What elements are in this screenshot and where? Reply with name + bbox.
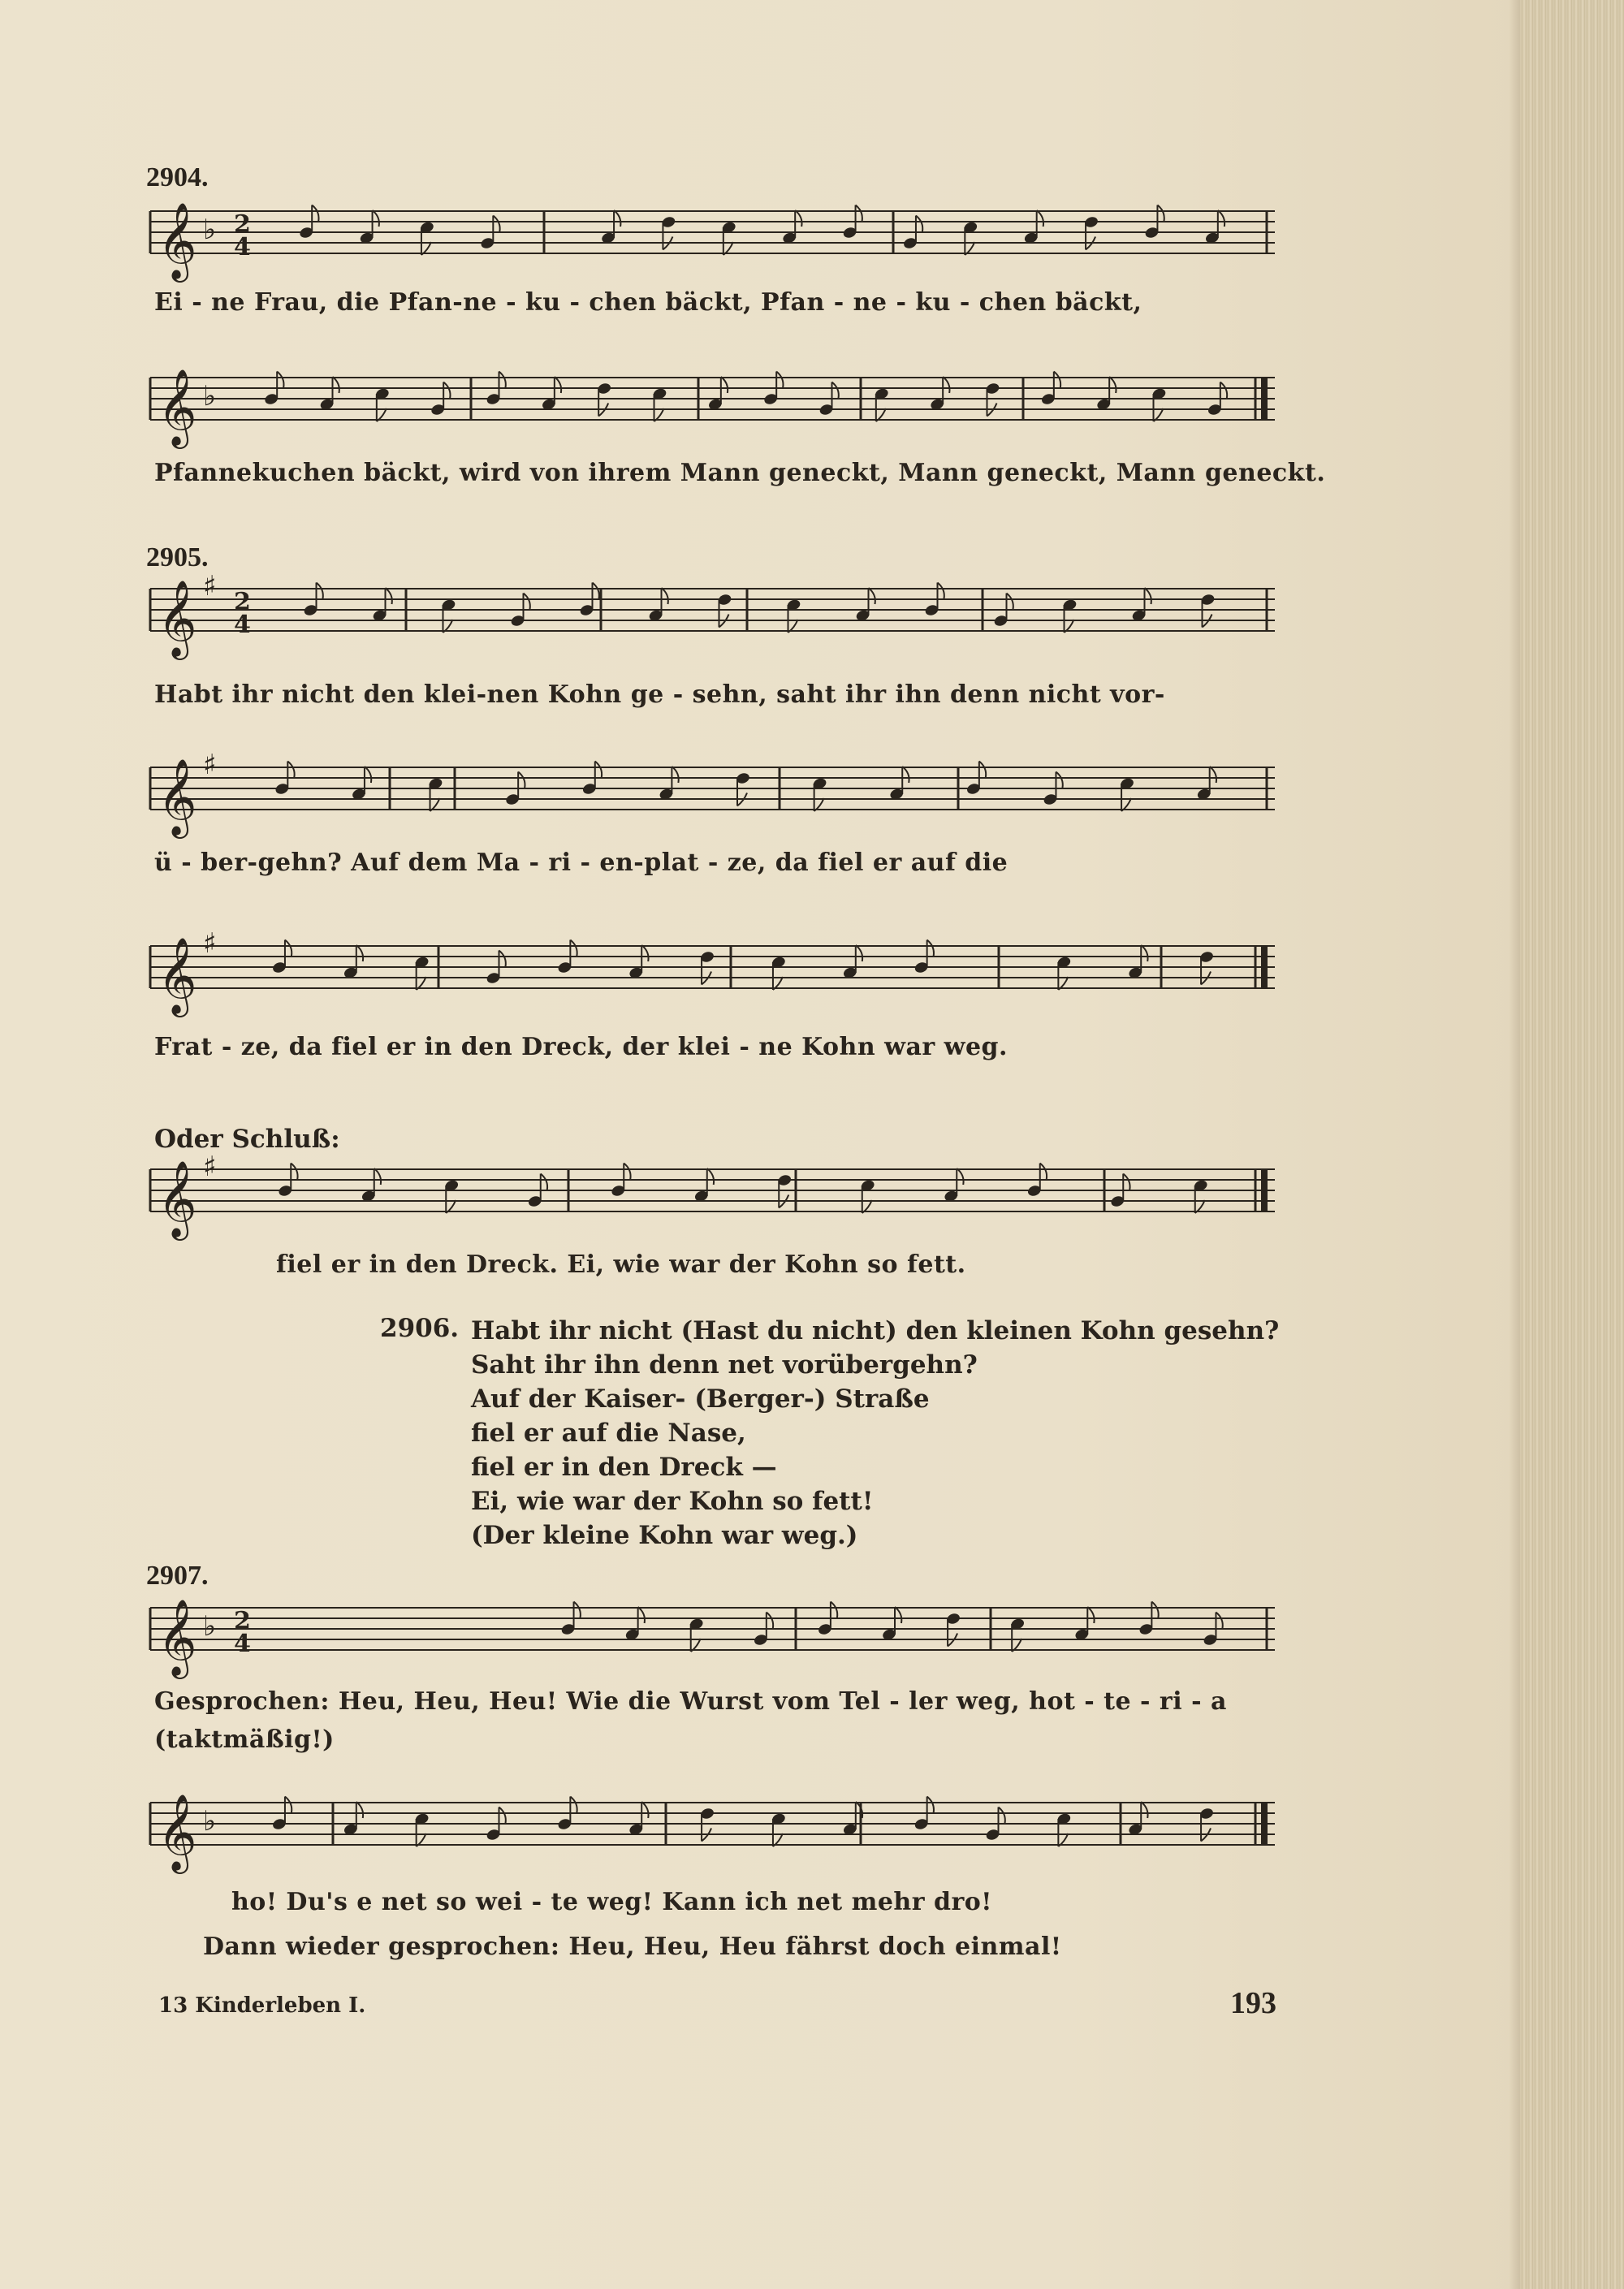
lyric-2907-2: ho! Du's e net so wei - te weg! Kann ich net mehr dro!	[231, 1888, 992, 1916]
lyric-2905-1: Habt ihr nicht den klei-nen Kohn ge - sehn, saht ihr ihn denn nicht vor-	[154, 680, 1165, 709]
note-flag	[499, 372, 506, 388]
verse-line: fiel er in den Dreck —	[471, 1453, 777, 1482]
verse-2906	[471, 1314, 1279, 1553]
footer-signature: 13 Kinderleben I.	[158, 1993, 366, 2018]
note-flag	[443, 382, 450, 399]
note-flag	[856, 945, 862, 961]
lyric-2904-2: Pfannekuchen bäckt, wird von ihrem Mann geneckt, Mann geneckt, Mann geneckt.	[154, 459, 1326, 487]
treble-clef-icon: 𝄞	[158, 1794, 197, 1871]
note-flag	[1220, 382, 1227, 399]
note-flag	[999, 1807, 1005, 1824]
lyric-2907-1: Gesprochen: Heu, Heu, Heu! Wie die Wurst vom Tel - ler weg, hot - te - ri - a	[154, 1687, 1227, 1716]
staff-2905-3	[146, 930, 1283, 1027]
staff-2904-1	[146, 195, 1283, 292]
verse-line: Habt ihr nicht (Hast du nicht) den kleinen Kohn gesehn?	[471, 1316, 1280, 1345]
treble-clef-icon: 𝄞	[158, 937, 197, 1014]
treble-clef-icon: 𝄞	[158, 1160, 197, 1237]
note-flag	[1123, 1174, 1129, 1190]
note-flag	[555, 377, 561, 393]
note-flag	[312, 205, 318, 222]
flat-key-icon: ♭	[203, 1610, 217, 1643]
note-flag	[832, 382, 839, 399]
time-signature-top: 2	[234, 210, 251, 239]
note-flag	[373, 210, 379, 227]
note-flag	[1145, 588, 1151, 604]
note-flag	[776, 372, 783, 388]
time-signature-top: 2	[234, 1607, 251, 1635]
note-flag	[593, 583, 599, 599]
note-flag	[895, 1607, 901, 1623]
note-flag	[707, 1168, 714, 1185]
treble-clef-icon: 𝄞	[158, 369, 197, 446]
note-flag	[938, 583, 944, 599]
note-flag	[1040, 1164, 1047, 1180]
note-flag	[291, 1164, 297, 1180]
note-flag	[721, 377, 728, 393]
note-flag	[614, 210, 620, 227]
page-stack-edge	[1520, 0, 1624, 2289]
time-signature-bottom: 4	[234, 1630, 251, 1658]
note-flag	[333, 377, 339, 393]
note-flag	[356, 945, 363, 961]
sharp-key-icon: ♯	[203, 751, 217, 781]
verse-line: Ei, wie war der Kohn so fett!	[471, 1487, 874, 1516]
sharp-key-icon: ♯	[203, 1153, 217, 1183]
note-flag	[277, 372, 283, 388]
note-flag	[1141, 1802, 1147, 1818]
verse-line: fiel er auf die Nase,	[471, 1419, 746, 1448]
alt-ending-label: Oder Schluß:	[154, 1125, 340, 1154]
note-flag	[386, 588, 392, 604]
note-flag	[1216, 1613, 1222, 1629]
treble-clef-icon: 𝄞	[158, 580, 197, 657]
song-number-2907: 2907.	[146, 1561, 209, 1591]
lyric-2905-2: ü - ber-gehn? Auf dem Ma - ri - en-plat - ze, da fiel er auf die	[154, 849, 1009, 877]
time-signature-bottom: 4	[234, 233, 251, 261]
note-flag	[1109, 377, 1116, 393]
spoken-closing: Dann wieder gesprochen: Heu, Heu, Heu fährst doch einmal!	[203, 1933, 1062, 1961]
staff-2907-2	[146, 1786, 1283, 1884]
note-flag	[624, 1164, 630, 1180]
note-flag	[638, 1607, 645, 1623]
staff-2904-2	[146, 361, 1283, 459]
note-flag	[927, 940, 934, 957]
song-number-2905: 2905.	[146, 542, 209, 572]
flat-key-icon: ♭	[203, 1805, 217, 1838]
note-flag	[570, 940, 577, 957]
note-flag	[1218, 210, 1224, 227]
note-flag	[317, 583, 323, 599]
verse-line: Auf der Kaiser- (Berger-) Straße	[471, 1384, 930, 1414]
note-flag	[493, 216, 499, 232]
staff-2907-1	[146, 1592, 1283, 1689]
lyric-2905-alt: fiel er in den Dreck. Ei, wie war der Kohn so fett.	[276, 1250, 966, 1279]
sharp-key-icon: ♯	[203, 930, 217, 960]
note-flag	[1054, 372, 1060, 388]
note-flag	[927, 1797, 934, 1813]
note-flag	[1007, 594, 1013, 610]
note-flag	[365, 767, 371, 783]
note-flag	[856, 205, 862, 222]
note-flag	[541, 1174, 547, 1190]
note-flag	[672, 767, 678, 783]
note-flag	[285, 940, 292, 957]
song-number-2904: 2904.	[146, 162, 209, 192]
time-signature-bottom: 4	[234, 611, 251, 639]
note-flag	[1037, 210, 1043, 227]
note-flag	[869, 588, 875, 604]
note-flag	[662, 588, 668, 604]
note-flag	[641, 1802, 648, 1818]
time-signature-top: 2	[234, 588, 251, 616]
note-flag	[499, 1807, 506, 1824]
note-flag	[595, 762, 602, 778]
note-flag	[943, 377, 949, 393]
lyric-2905-3: Frat - ze, da fiel er in den Dreck, der klei - ne Kohn war weg.	[154, 1033, 1008, 1061]
note-flag	[499, 951, 506, 967]
note-flag	[518, 772, 525, 788]
note-flag	[1151, 1602, 1158, 1618]
staff-2905-2	[146, 751, 1283, 849]
sharp-key-icon: ♯	[203, 572, 217, 602]
note-flag	[1210, 767, 1216, 783]
note-flag	[1056, 772, 1062, 788]
note-flag	[287, 762, 294, 778]
flat-key-icon: ♭	[203, 380, 217, 412]
note-flag	[767, 1613, 773, 1629]
lyric-2907-note: (taktmäßig!)	[154, 1725, 335, 1754]
note-flag	[1087, 1607, 1094, 1623]
note-flag	[902, 767, 909, 783]
note-flag	[356, 1802, 363, 1818]
note-flag	[1141, 945, 1147, 961]
lyric-2904-1: Ei - ne Frau, die Pfan-ne - ku - chen bäckt, Pfan - ne - ku - chen bäckt,	[154, 288, 1142, 317]
note-flag	[795, 210, 801, 227]
note-flag	[916, 216, 922, 232]
page-number: 193	[1230, 1986, 1276, 2020]
verse-line: (Der kleine Kohn war weg.)	[471, 1521, 858, 1550]
song-number-2906: 2906.	[380, 1314, 460, 1343]
staff-2905-alt	[146, 1153, 1283, 1250]
note-flag	[979, 762, 986, 778]
note-flag	[374, 1168, 381, 1185]
note-flag	[524, 594, 530, 610]
flat-key-icon: ♭	[203, 214, 217, 246]
note-flag	[570, 1797, 577, 1813]
note-flag	[285, 1797, 292, 1813]
treble-clef-icon: 𝄞	[158, 202, 197, 279]
treble-clef-icon: 𝄞	[158, 1599, 197, 1676]
verse-line: Saht ihr ihn denn net vorübergehn?	[471, 1350, 978, 1380]
note-flag	[957, 1168, 963, 1185]
staff-2905-1	[146, 572, 1283, 670]
treble-clef-icon: 𝄞	[158, 758, 197, 836]
note-flag	[574, 1602, 581, 1618]
note-flag	[641, 945, 648, 961]
note-flag	[1157, 205, 1164, 222]
note-flag	[831, 1602, 837, 1618]
